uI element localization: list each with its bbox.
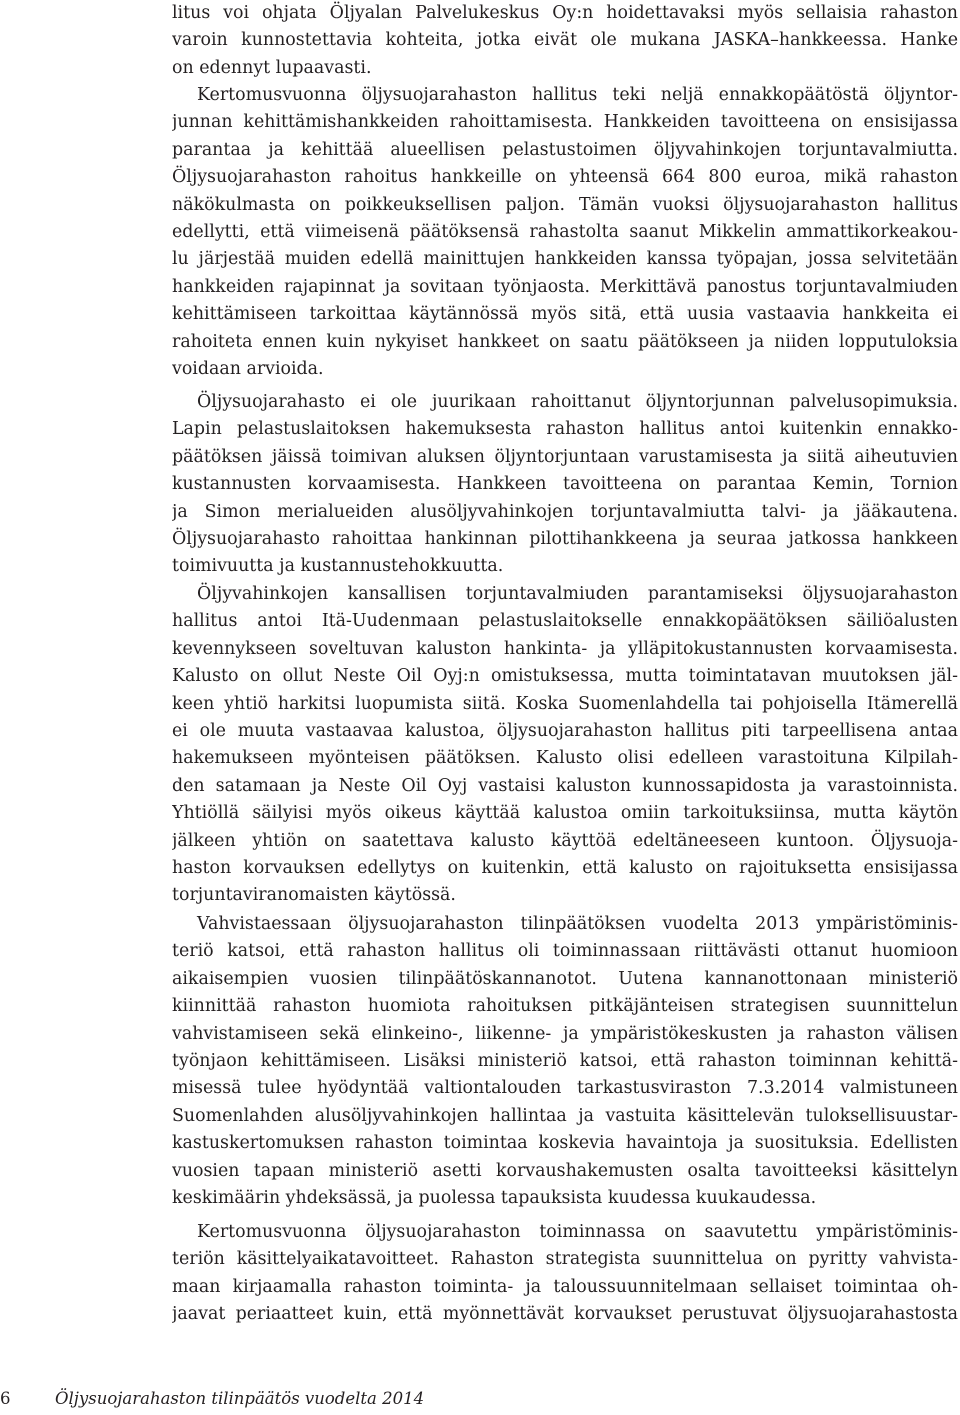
text-line: teriön käsittelyaikatavoitteet. Rahaston strategista suunnittelua on pyritty vahvista- (172, 1249, 958, 1270)
text-line: Öljysuojarahaston rahoitus hankkeille on yhteensä 664 800 euroa, mikä rahaston (172, 167, 958, 188)
text-line: kevennykseen soveltuvan kaluston hankinta- ja ylläpitokustannusten korvaamisesta. (172, 638, 958, 659)
text-line: Kertomusvuonna öljysuojarahaston hallitus teki neljä ennakkopäätöstä öljyntor- (197, 85, 958, 105)
text-line: litus voi ohjata Öljyalan Palvelukeskus Oy:n hoidettavaksi myös sellaisia rahaston (172, 3, 958, 23)
text-line: kastuskertomuksen rahaston toimintaa koskevia havaintoja ja suosituksia. Edellisten (172, 1133, 958, 1154)
text-line: Öljysuojarahasto ei ole juurikaan rahoittanut öljyntorjunnan palvelusopimuksia. (197, 392, 958, 412)
text-line: vuosien tapaan ministeriö asetti korvaushakemusten osalta tavoitteeksi käsittelyn (172, 1160, 958, 1181)
text-line: jälkeen yhtiön on saatettava kalusto käyttöä edeltäneeseen kuntoon. Öljysuoja- (172, 830, 958, 851)
text-line: torjuntaviranomaisten käytössä. (172, 885, 456, 906)
paragraph-6 (172, 1219, 958, 1329)
page-number: 6 (0, 1389, 11, 1408)
text-line: kiinnittää rahaston huomiota rahoituksen pitkäjänteisen strategisen suunnittelun (172, 996, 958, 1017)
text-line: on edennyt lupaavasti. (172, 57, 372, 78)
text-line: keskimäärin yhdeksässä, ja puolessa tapauksista kuudessa kuukaudessa. (172, 1187, 817, 1208)
text-line: maan kirjaamalla rahaston toiminta- ja taloussuunnitelmaan sellaiset toimintaa oh- (172, 1276, 958, 1297)
text-line: vahvistamiseen sekä elinkeino-, liikenne- ja ympäristökeskusten ja rahaston välisen (172, 1023, 958, 1044)
text-line: keen yhtiö harkitsi luopumista siitä. Koska Suomenlahdella tai pohjoisella Itämerellä (172, 693, 958, 714)
text-line: hakemukseen myönteisen päätöksen. Kalusto olisi edelleen varastoituna Kilpilah- (172, 748, 958, 769)
text-line: Öljysuojarahasto rahoittaa hankinnan pilottihankkeena ja seuraa jatkossa hankkeen (172, 528, 958, 549)
paragraph-1 (172, 0, 958, 82)
text-line: parantaa ja kehittää alueellisen pelastustoimen öljyvahinkojen torjuntavalmiutta. (172, 139, 958, 160)
text-line: näkökulmasta on poikkeuksellisen paljon. Tämän vuoksi öljysuojarahaston hallitus (172, 194, 958, 215)
page-footer (0, 1388, 960, 1410)
text-line: Kertomusvuonna öljysuojarahaston toiminnassa on saavutettu ympäristöminis- (197, 1222, 958, 1242)
text-line: junnan kehittämishankkeiden rahoittamisesta. Hankkeiden tavoitteena on ensisijassa (172, 112, 958, 133)
text-line: ei ole muuta vastaavaa kalustoa, öljysuojarahaston hallitus piti tarpeellisena antaa (172, 720, 958, 741)
text-line: toimivuutta ja kustannustehokkuutta. (172, 556, 504, 577)
text-line: työnjaon kehittämiseen. Lisäksi ministeriö katsoi, että rahaston toiminnan kehittä- (172, 1050, 958, 1071)
text-line: voidaan arvioida. (172, 358, 324, 379)
text-line: jaavat periaatteet kuin, että myönnettävät korvaukset perustuvat öljysuojarahastosta (172, 1304, 958, 1325)
text-line: rahoiteta ennen kuin nykyiset hankkeet on saatu päätökseen ja niiden lopputuloksia (172, 331, 958, 352)
text-line: Suomenlahden alusöljyvahinkojen hallintaa ja vastuita käsittelevän tuloksellisuustar- (172, 1105, 958, 1126)
text-line: edellytti, että viimeisenä päätöksensä rahastolta saanut Mikkelin ammattikorkeakou- (172, 221, 958, 242)
text-line: kehittämiseen tarkoittaa käytännössä myös sitä, että uusia vastaavia hankkeita ei (172, 304, 958, 325)
paragraph-3 (172, 389, 958, 581)
text-line: Kalusto on ollut Neste Oil Oyj:n omistuksessa, mutta toimintatavan muutoksen jäl- (172, 666, 958, 687)
text-line: lu järjestää muiden edellä mainittujen hankkeiden kanssa työpajan, jossa selvitetään (172, 249, 958, 270)
text-line: hankkeiden rajapinnat ja sovitaan työnjaosta. Merkittävä panostus torjuntavalmiuden (172, 276, 958, 297)
text-line: Yhtiöllä säilyisi myös oikeus käyttää kalustoa omiin tarkoituksiinsa, mutta käytön (172, 803, 958, 824)
text-line: ja Simon merialueiden alusöljyvahinkojen torjuntavalmiutta talvi- ja jääkautena. (172, 501, 958, 522)
text-line: aikaisempien vuosien tilinpäätöskannanotot. Uutena kannanottonaan ministeriö (172, 968, 958, 989)
text-line: teriö katsoi, että rahaston hallitus oli toiminnassaan riittävästi ottanut huomioon (172, 941, 958, 962)
paragraph-4 (172, 581, 958, 910)
text-line: Lapin pelastuslaitoksen hakemuksesta rahaston hallitus antoi kuitenkin ennakko- (172, 419, 958, 440)
text-line: hallitus antoi Itä-Uudenmaan pelastuslaitokselle ennakkopäätöksen säiliöalusten (172, 611, 958, 632)
text-line: den satamaan ja Neste Oil Oyj vastaisi kaluston kunnossapidosta ja varastoinnista. (172, 775, 958, 796)
text-line: misessä tulee hyödyntää valtiontalouden tarkastusviraston 7.3.2014 valmistuneen (172, 1078, 958, 1099)
paragraph-5 (172, 911, 958, 1212)
text-line: varoin kunnostettavia kohteita, jotka eivät ole mukana JASKA–hankkeessa. Hanke (172, 30, 958, 51)
running-title: Öljysuojarahaston tilinpäätös vuodelta 2014 (55, 1389, 425, 1408)
paragraph-2 (172, 82, 958, 383)
text-line: kustannusten korvaamisesta. Hankkeen tavoitteena on parantaa Kemin, Tornion (172, 474, 958, 495)
text-line: Vahvistaessaan öljysuojarahaston tilinpäätöksen vuodelta 2013 ympäristöminis- (197, 914, 958, 934)
text-line: haston korvauksen edellytys on kuitenkin, että kalusto on rajoituksetta ensisijassa (172, 857, 958, 878)
text-line: päätöksen jäissä toimivan aluksen öljyntorjuntaan varustamisesta ja siitä aiheutuvien (172, 446, 958, 467)
text-line: Öljyvahinkojen kansallisen torjuntavalmiuden parantamiseksi öljysuojarahaston (197, 584, 958, 604)
